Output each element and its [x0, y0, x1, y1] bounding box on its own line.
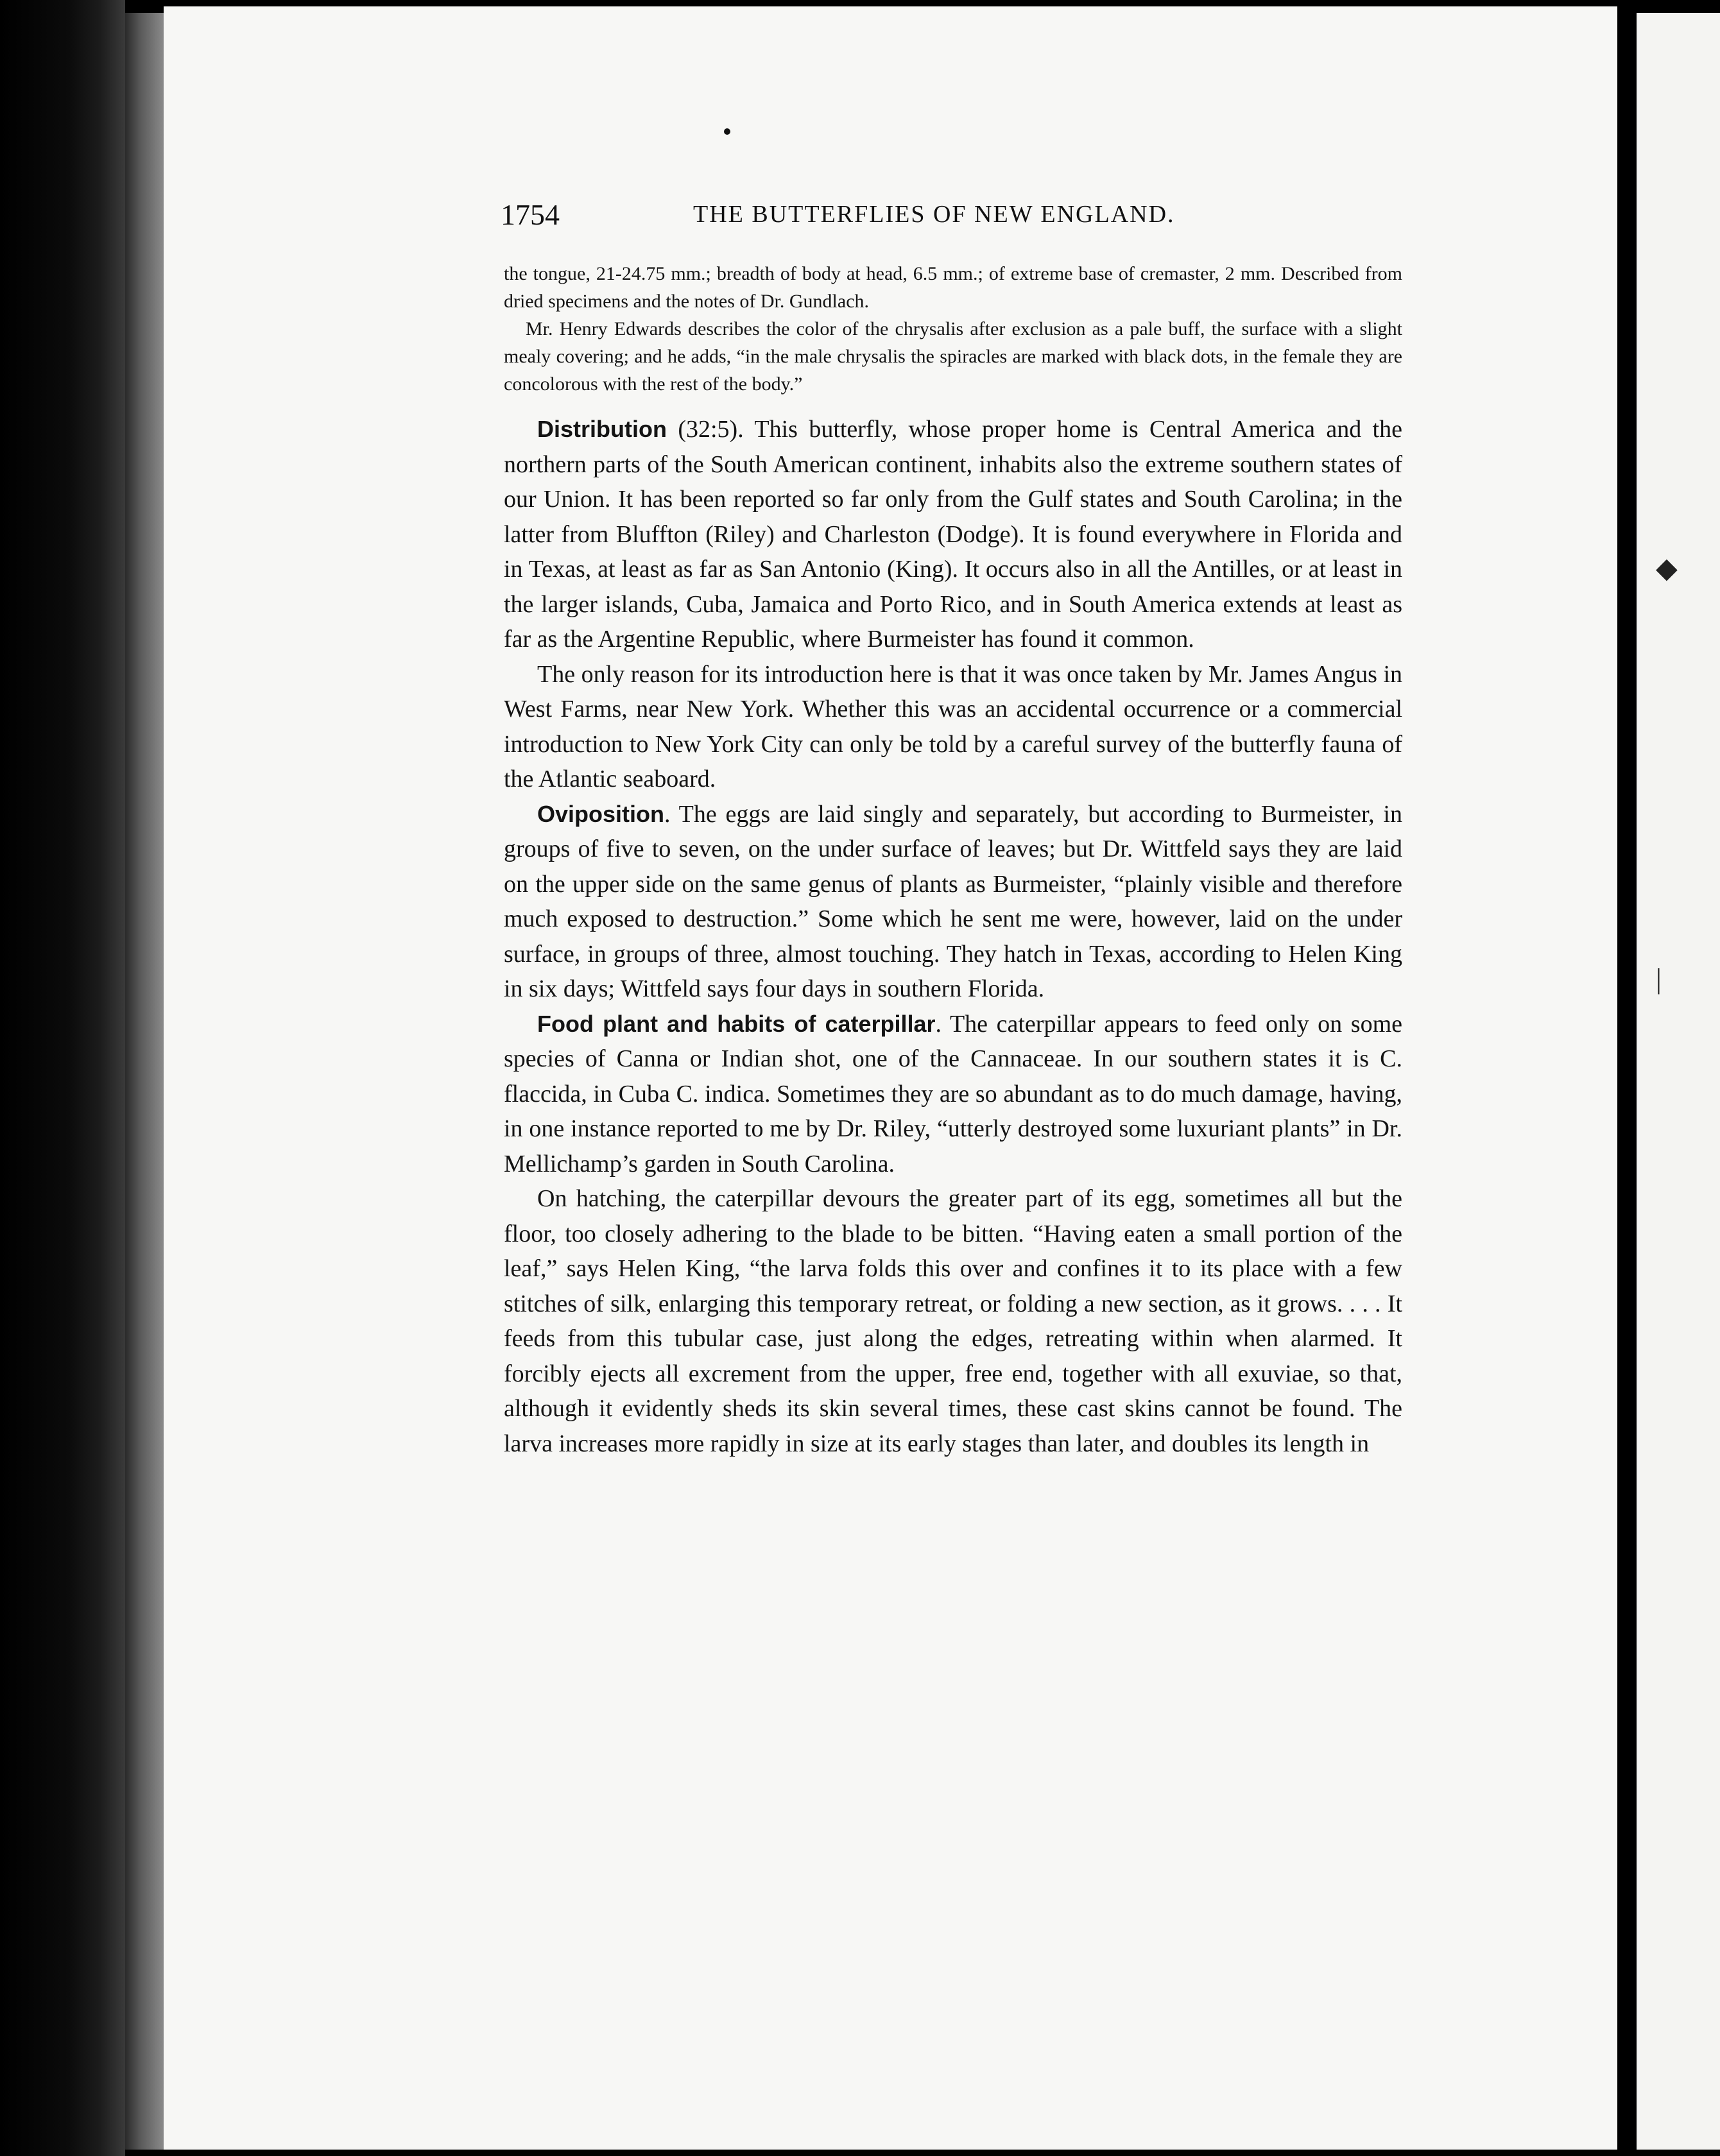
running-title: THE BUTTERFLIES OF NEW ENGLAND. — [693, 201, 1175, 228]
body-paragraph — [504, 657, 1402, 797]
facing-page-mark: ◆ — [1656, 552, 1678, 584]
small-print-paragraph: Mr. Henry Edwards describes the color of the chrysalis after exclusion as a pale buff, the surface with a slight mealy covering; and he adds, “in the male chrysalis the spiracles are marked with black dots, in the female they are concolorous with the rest of the body.” — [504, 318, 1402, 395]
plate-reference: (32:5). — [666, 416, 744, 443]
page-edge-shadow — [125, 13, 164, 2150]
section-distribution — [504, 412, 1402, 657]
small-print-paragraph: the tongue, 21-24.75 mm.; breadth of body at head, 6.5 mm.; of extreme base of cremaster, 2 mm. Described from dried specimens and the notes of Dr. Gundlach. — [504, 263, 1402, 312]
section-heading: Food plant and habits of caterpillar — [537, 1010, 936, 1037]
book-spine-shadow — [0, 0, 125, 2156]
body-paragraph — [504, 1181, 1402, 1461]
section-heading: Oviposition — [537, 800, 664, 827]
section-heading: Distribution — [537, 416, 667, 442]
printer-dot — [724, 128, 730, 135]
running-head — [501, 198, 1219, 243]
section-text: This butterfly, whose proper home is Central America and the northern parts of the South American continent, inhabits also the extreme southern states of our Union. It has been reported so far only from the Gulf states and South Carolina; in the latter from Bluffton (Riley) and Charleston (Dodge). It is found everywhere in Florida and in Texas, at least as far as San Antonio (King). It occurs also in all the Antilles, or at least in the larger islands, Cuba, Jamaica and Porto Rico, and in South America extends at least as far as the Argentine Republic, where Burmeister has found it common. — [504, 416, 1402, 653]
section-food-plant — [504, 1007, 1402, 1182]
facing-page-edge — [1637, 13, 1720, 2150]
section-text: The only reason for its introduction here is that it was once taken by Mr. James Angus in West Farms, near New York. Whether this was an accidental occurrence or a commercial introduction to New York City can only be told by a careful survey of the butterfly fauna of the Atlantic seaboard. — [504, 660, 1402, 792]
heading-punctuation: . — [664, 800, 671, 828]
page-gutter — [1617, 0, 1637, 2156]
facing-page-mark: | — [1656, 963, 1662, 995]
section-text: The eggs are laid singly and separately, but according to Burmeister, in groups of five to seven, on the under surface of leaves; but Dr. Wittfeld says they are laid on the upper side on the same genus of plants as Burmeister, “plainly visible and therefore much exposed to destruction.” Some which he sent me were, however, laid on the under surface, in groups of three, almost touching. They hatch in Texas, according to Helen King in six days; Wittfeld says four days in southern Florida. — [504, 800, 1402, 1002]
section-text: The caterpillar appears to feed only on some species of Canna or Indian shot, one of the Cannaceae. In our southern states it is C. flaccida, in Cuba C. indica. Sometimes they are so abundant as to do much damage, having, in one instance reported to me by Dr. Riley, “utterly destroyed some luxuriant plants” in Dr. Mellichamp’s garden in South Carolina. — [504, 1010, 1402, 1177]
section-oviposition — [504, 797, 1402, 1007]
heading-punctuation: . — [935, 1010, 942, 1038]
section-text: On hatching, the caterpillar devours the greater part of its egg, sometimes all but the floor, too closely adhering to the blade to be bitten. “Having eaten a small portion of the leaf,” says Helen King, “the larva folds this over and confines it to its place with a few stitches of silk, enlarging this temporary retreat, or folding a new section, as it grows. . . . It feeds from this tubular case, just along the edges, retreating within when alarmed. It forcibly ejects all excrement from the upper, free end, together with all exuviae, so that, although it evidently sheds its skin several times, these cast skins cannot be found. The larva increases more rapidly in size at its early stages than later, and doubles its length in — [504, 1185, 1402, 1457]
page-text — [504, 260, 1402, 1461]
page-number: 1754 — [501, 198, 560, 231]
